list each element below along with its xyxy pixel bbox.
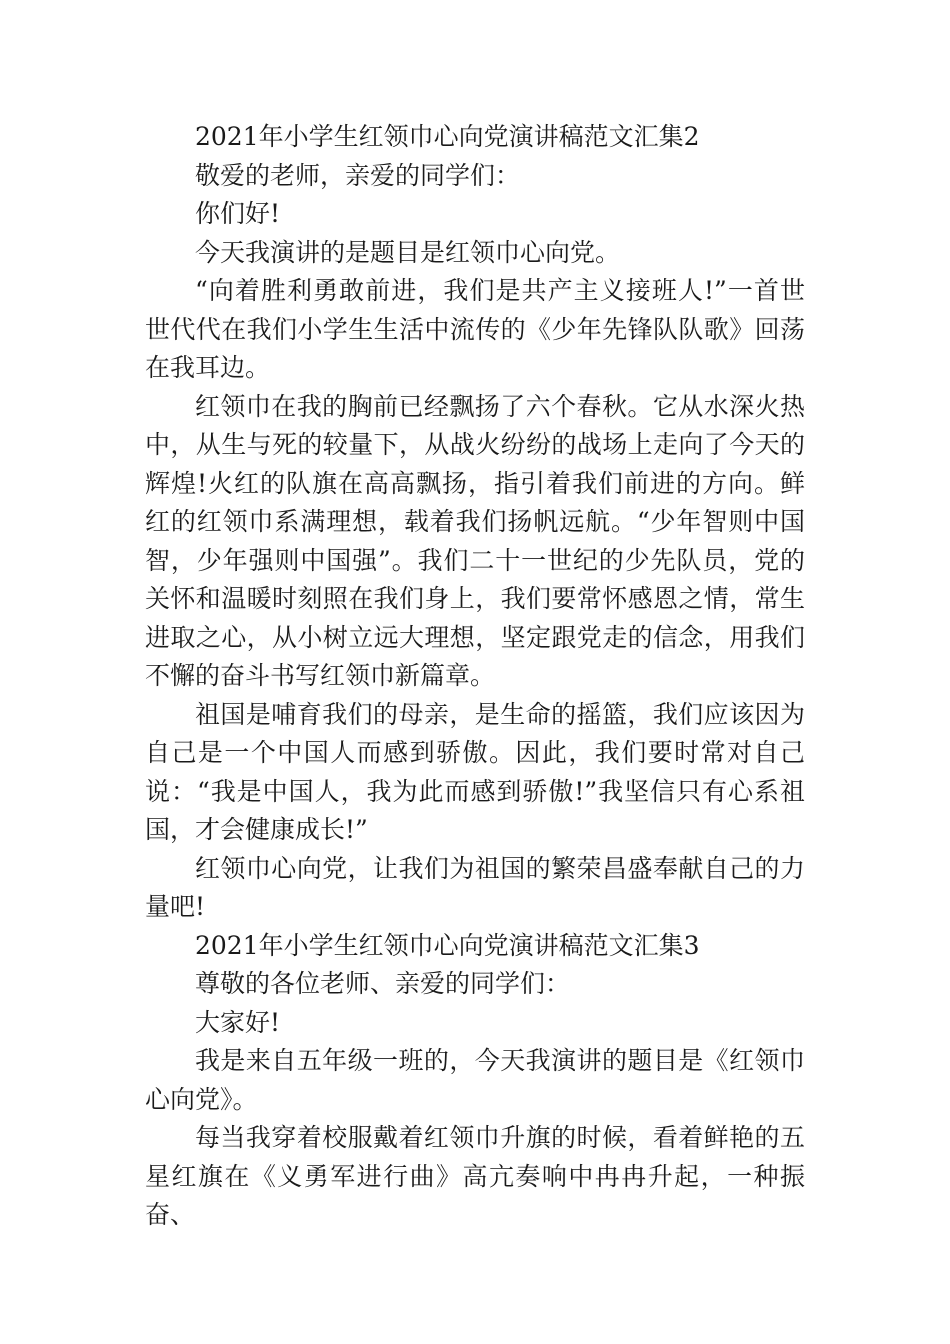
- paragraph: 红领巾心向党，让我们为祖国的繁荣昌盛奉献自己的力量吧!: [145, 853, 805, 921]
- section-heading: 2021年小学生红领巾心向党演讲稿范文汇集2: [195, 122, 700, 151]
- salutation: 尊敬的各位老师、亲爱的同学们：: [195, 969, 571, 998]
- paragraph: 红领巾在我的胸前已经飘扬了六个春秋。它从水深火热中，从生与死的较量下，从战火纷纷的战场上走向了今天的辉煌!火红的队旗在高高飘扬，指引着我们前进的方向。鲜红的红领巾系满理想，载着我们扬帆远航。“少年智则中国智，少年强则中国强”。我们二十一世纪的少先队员，党的关怀和温暖时刻照在我们身上，我们要常怀感恩之情，常生进取之心，从小树立远大理想，坚定跟党走的信念，用我们不懈的奋斗书写红领巾新篇章。: [145, 391, 805, 690]
- greeting: 你们好!: [195, 199, 281, 228]
- paragraph: “向着胜利勇敢前进，我们是共产主义接班人!”一首世世代代在我们小学生生活中流传的《少年先锋队队歌》回荡在我耳边。: [145, 276, 805, 382]
- paragraph: 我是来自五年级一班的，今天我演讲的题目是《红领巾心向党》。: [145, 1046, 805, 1114]
- document-body: [145, 118, 805, 1235]
- paragraph: 今天我演讲的是题目是红领巾心向党。: [195, 237, 621, 267]
- salutation: 敬爱的老师，亲爱的同学们：: [195, 160, 521, 190]
- section-heading: 2021年小学生红领巾心向党演讲稿范文汇集3: [195, 930, 700, 960]
- paragraph: 祖国是哺育我们的母亲，是生命的摇篮，我们应该因为自己是一个中国人而感到骄傲。因此，我们要时常对自己说：“我是中国人，我为此而感到骄傲!”我坚信只有心系祖国，才会健康成长!”: [145, 699, 805, 844]
- paragraph: 每当我穿着校服戴着红领巾升旗的时候，看着鲜艳的五星红旗在《义勇军进行曲》高亢奏响中冉冉升起，一种振奋、: [145, 1123, 805, 1229]
- greeting: 大家好!: [195, 1007, 281, 1037]
